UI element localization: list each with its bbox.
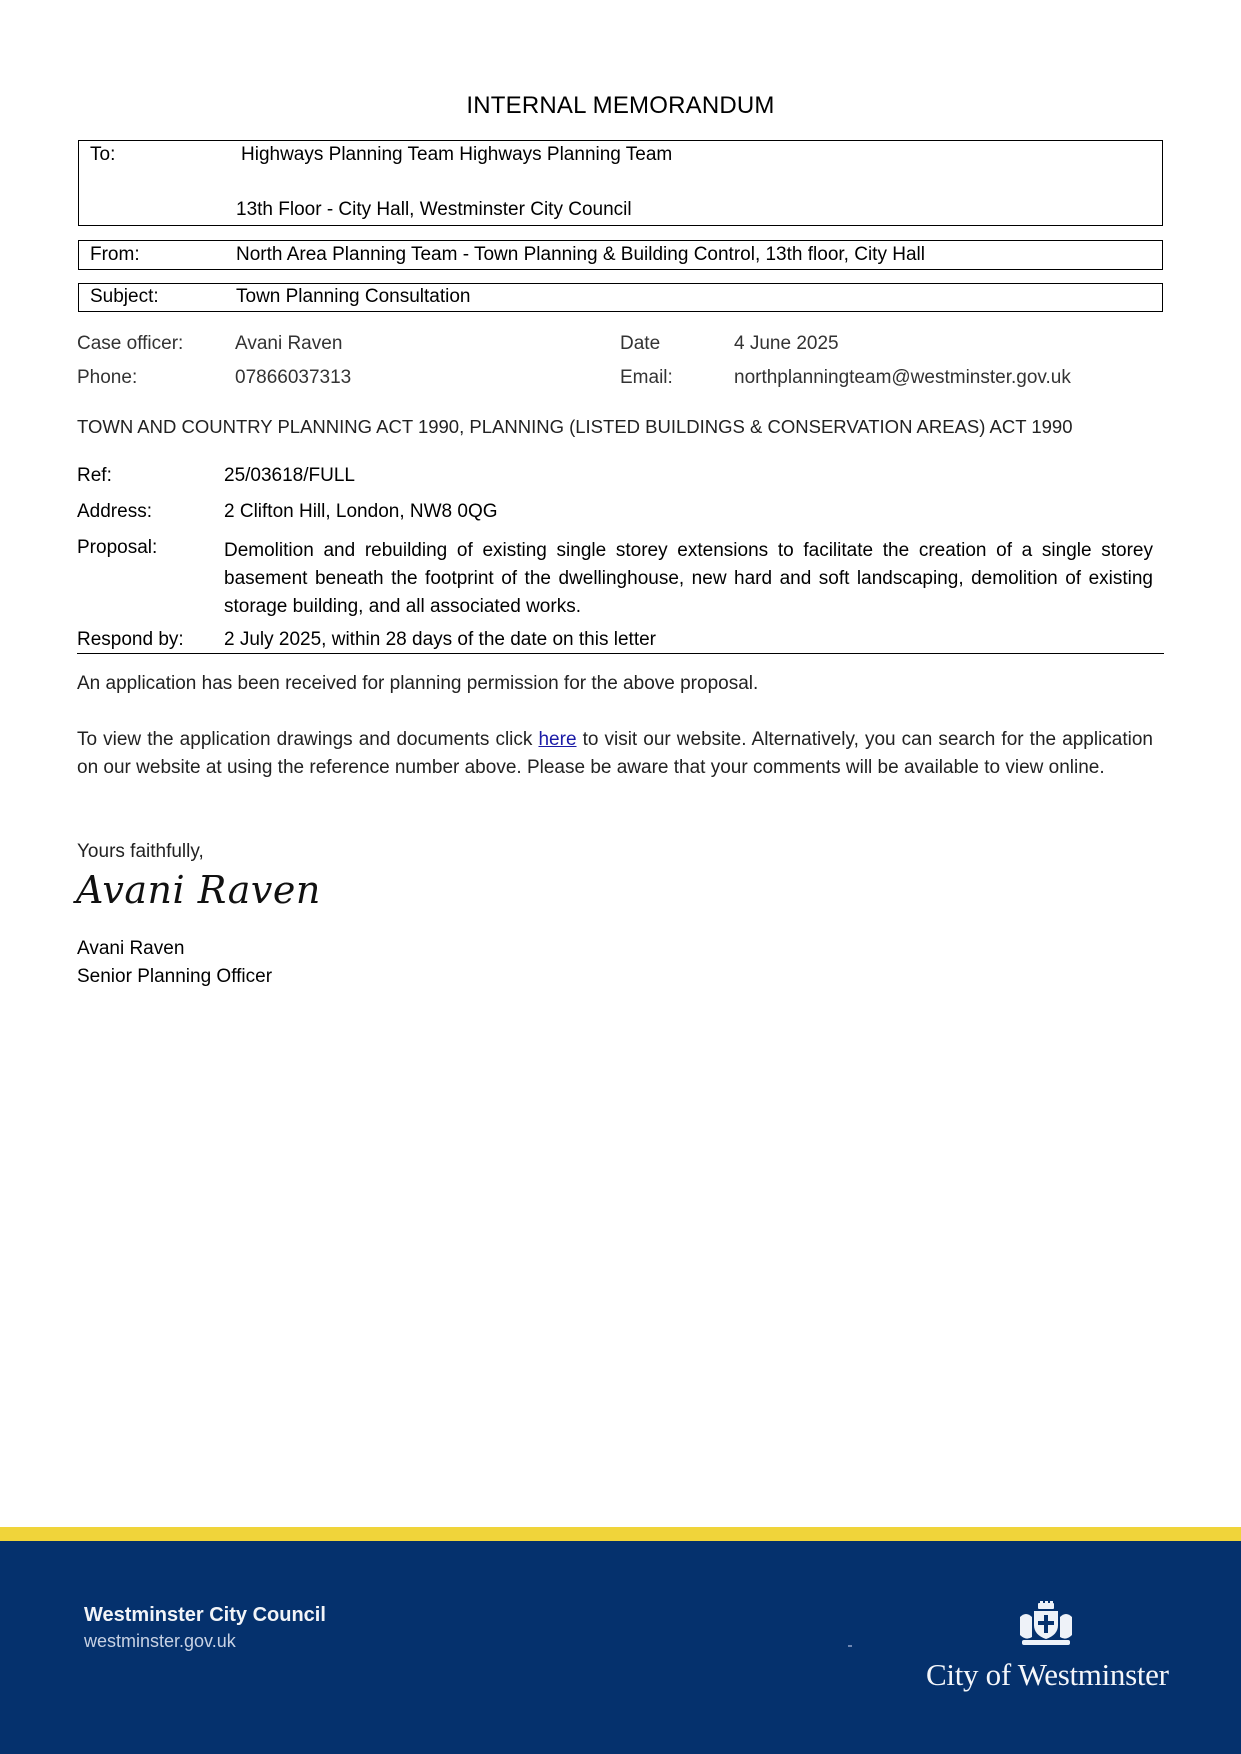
signatory-role: Senior Planning Officer	[77, 966, 273, 987]
here-link[interactable]: here	[538, 729, 577, 750]
footer-org: Westminster City Council	[84, 1604, 326, 1626]
respond-value: 2 July 2025, within 28 days of the date on this letter	[224, 629, 656, 650]
date-value: 4 June 2025	[734, 333, 839, 354]
email-value: northplanningteam@westminster.gov.uk	[734, 367, 1071, 388]
address-value: 2 Clifton Hill, London, NW8 0QG	[224, 501, 498, 522]
view-text-after: to visit our website. Alternatively, you can search for the application on our website at using the reference number above. Please be aware that your comments will be available to view online.	[77, 729, 1153, 778]
from-value: North Area Planning Team - Town Planning & Building Control, 13th floor, City Hall	[236, 244, 925, 265]
view-text-before: To view the application drawings and documents click	[77, 729, 539, 750]
footer-brand: City of Westminster	[926, 1657, 1169, 1692]
case-officer-value: Avani Raven	[235, 333, 343, 354]
address-label: Address:	[77, 501, 152, 522]
to-box	[78, 140, 1163, 226]
from-box	[78, 240, 1163, 270]
to-address: 13th Floor - City Hall, Westminster City Council	[236, 199, 632, 220]
act-heading: TOWN AND COUNTRY PLANNING ACT 1990, PLANNING (LISTED BUILDINGS & CONSERVATION AREAS) ACT 1990	[77, 416, 1073, 437]
view-paragraph	[77, 726, 1153, 782]
footer-dot	[848, 1645, 852, 1647]
ref-value: 25/03618/FULL	[224, 465, 355, 486]
signatory-name: Avani Raven	[77, 938, 185, 959]
footer-website[interactable]: westminster.gov.uk	[84, 1631, 236, 1651]
closing: Yours faithfully,	[77, 841, 204, 862]
email-label: Email:	[620, 367, 673, 388]
subject-box	[78, 283, 1163, 312]
to-label: To:	[90, 144, 116, 165]
phone-value: 07866037313	[235, 367, 352, 388]
proposal-value: Demolition and rebuilding of existing single storey extensions to facilitate the creation of a single storey basement beneath the footprint of the dwellinghouse, new hard and soft landscaping, demolition of existing storage building, and all associated works.	[224, 540, 1153, 617]
handwritten-signature: Avani Raven	[76, 868, 321, 912]
memo-title: INTERNAL MEMORANDUM	[466, 92, 775, 119]
ref-label: Ref:	[77, 465, 112, 486]
case-officer-label: Case officer:	[77, 333, 184, 354]
subject-label: Subject:	[90, 286, 159, 307]
divider	[77, 653, 1164, 654]
proposal-label: Proposal:	[77, 537, 158, 558]
footer	[0, 1541, 1241, 1754]
from-label: From:	[90, 244, 140, 265]
respond-label: Respond by:	[77, 629, 184, 650]
subject-value: Town Planning Consultation	[236, 286, 471, 307]
phone-label: Phone:	[77, 367, 138, 388]
crest-icon	[1016, 1601, 1076, 1647]
date-label: Date	[620, 333, 661, 354]
intro-paragraph: An application has been received for planning permission for the above proposal.	[77, 673, 759, 694]
to-recipient: Highways Planning Team Highways Planning Team	[241, 144, 673, 165]
footer-stripe	[0, 1527, 1241, 1541]
